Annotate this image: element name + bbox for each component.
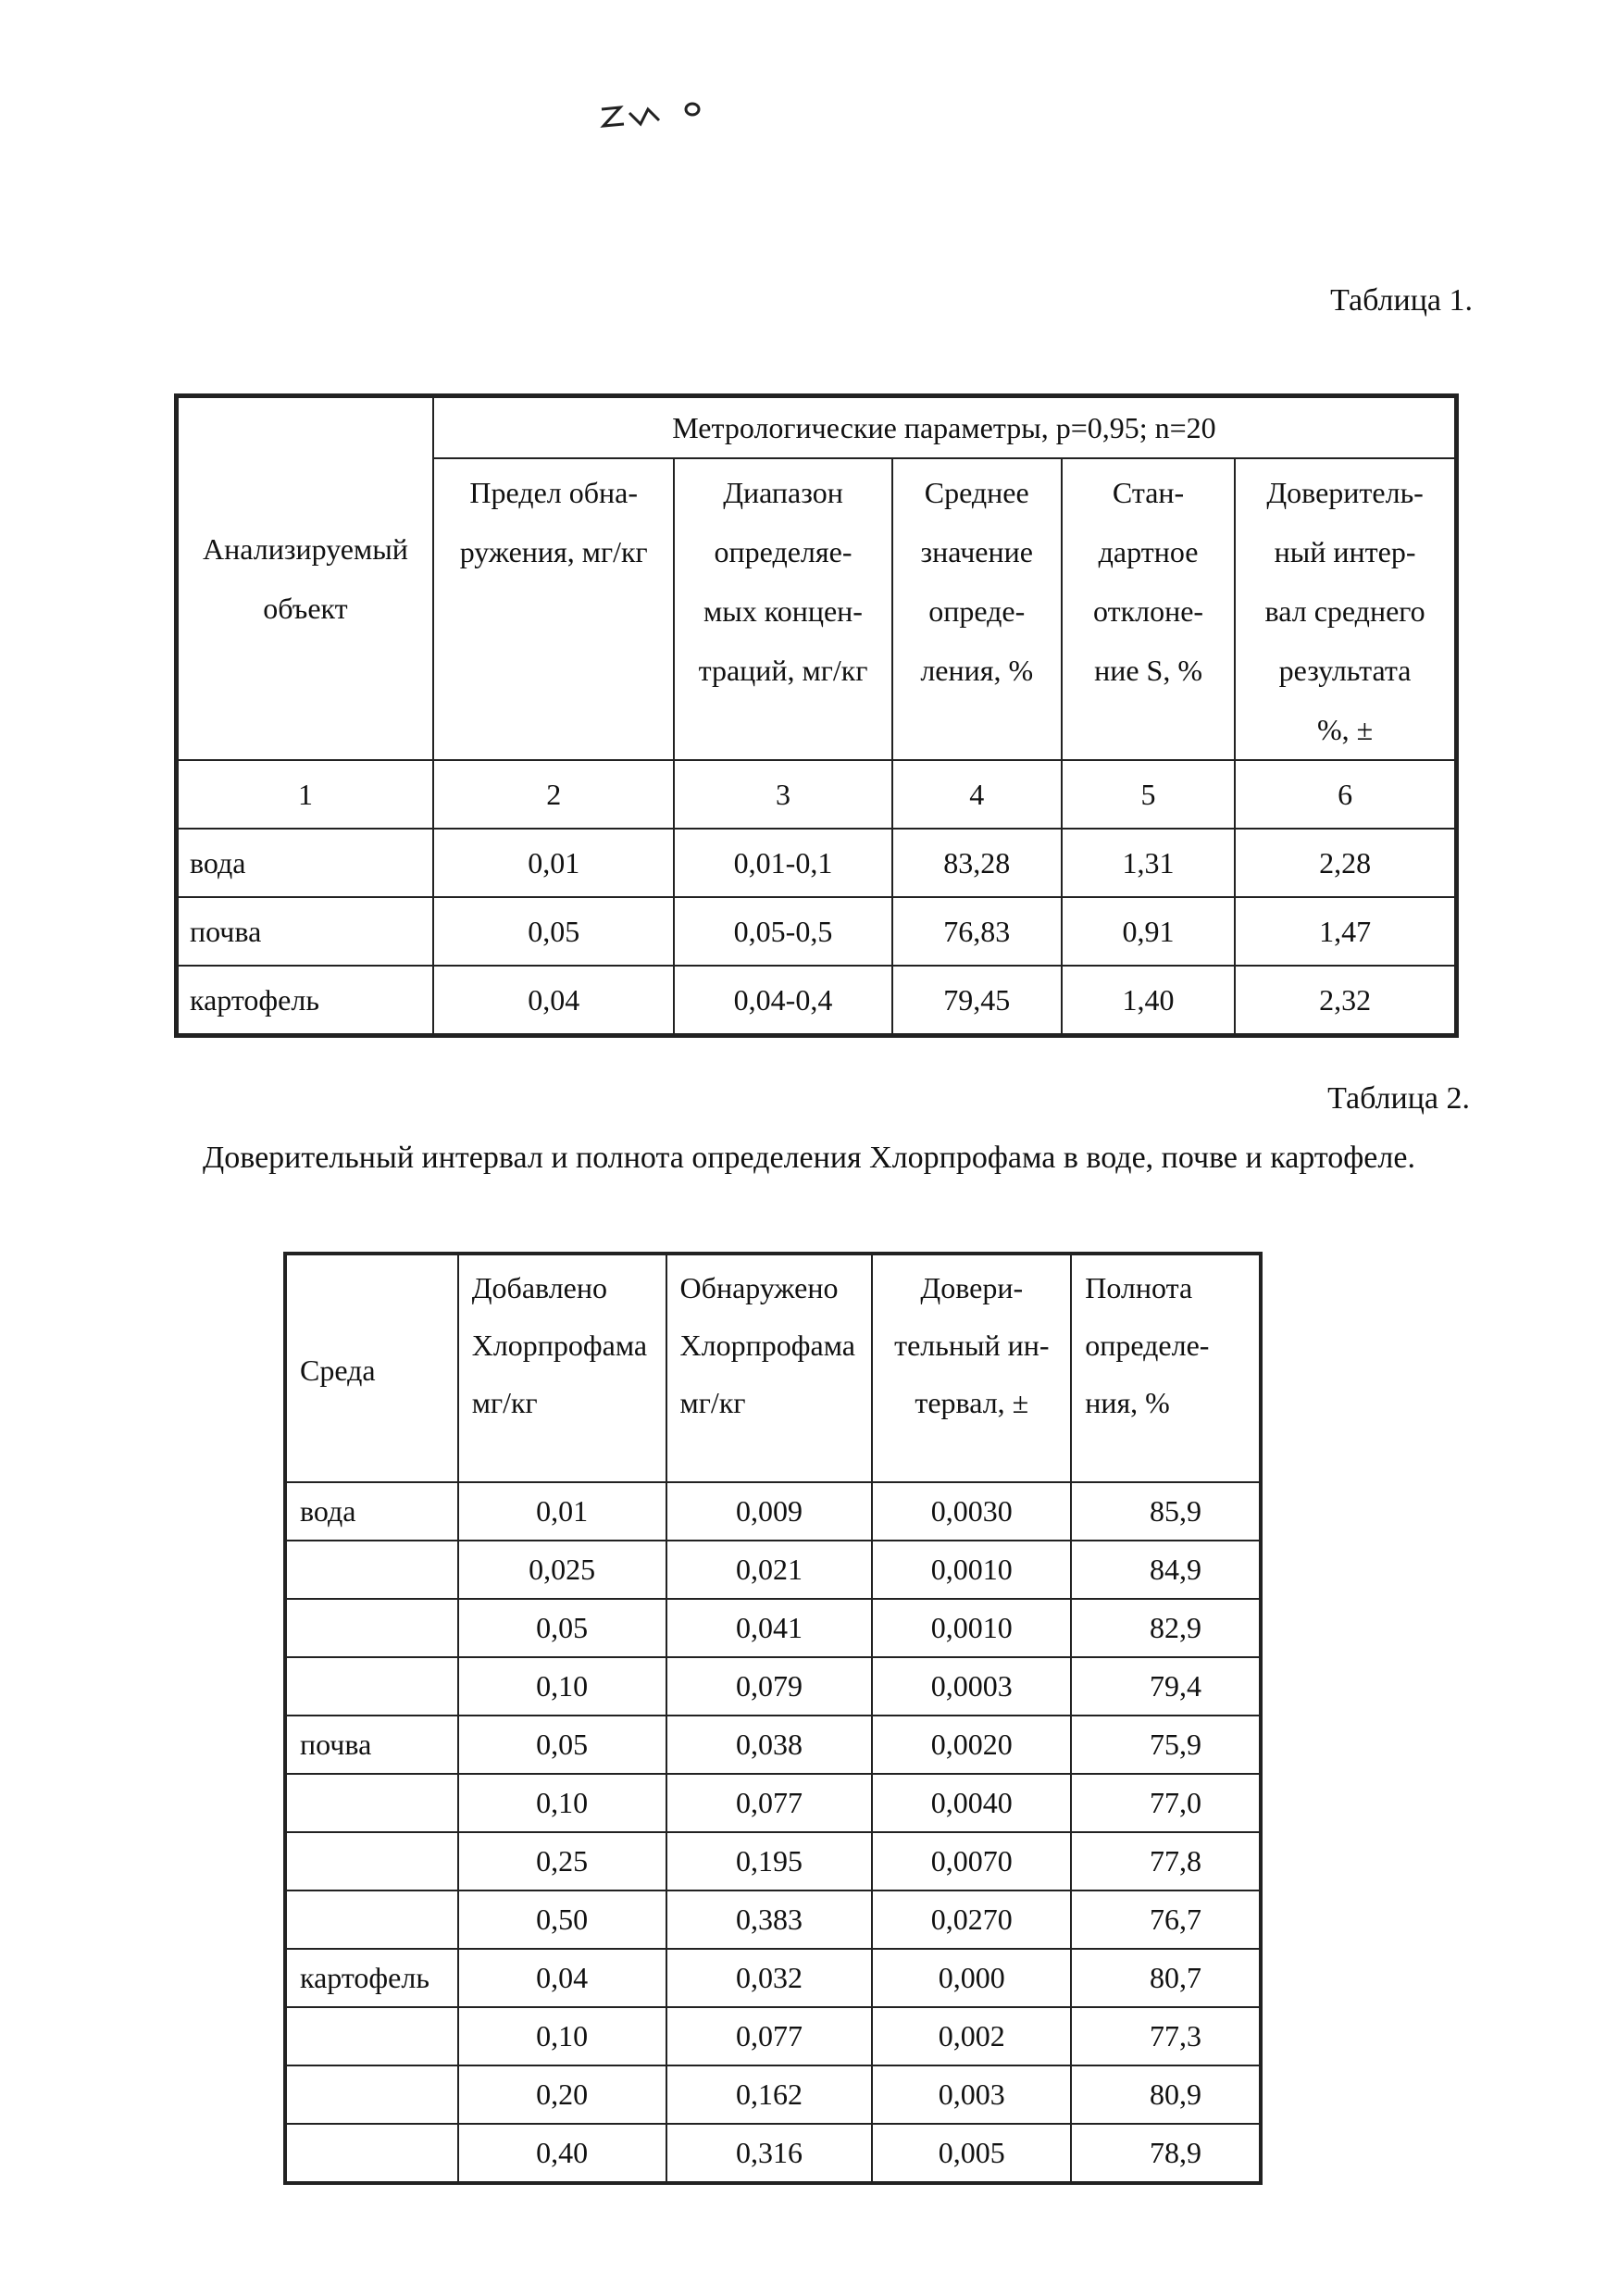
table-cell: 0,316 [666,2124,873,2183]
table-cell: 0,20 [458,2065,666,2124]
table-cell: 0,0040 [872,1774,1071,1832]
table-chlorpropham-recovery [283,1252,1263,2185]
table-row [285,1774,1261,1832]
header-mean: Среднее значение опреде- ления, % [892,458,1062,760]
table-row [285,2007,1261,2065]
table-cell: 0,91 [1062,897,1235,966]
header-completeness: Полнота определе- ния, % [1071,1254,1261,1482]
column-number: 1 [177,760,433,829]
table-cell: 84,9 [1071,1541,1261,1599]
table-row [285,1716,1261,1774]
table-cell: 0,01 [458,1482,666,1541]
table-cell: 0,162 [666,2065,873,2124]
table-cell: 0,383 [666,1890,873,1949]
table-cell: 79,45 [892,966,1062,1036]
table-cell: 80,9 [1071,2065,1261,2124]
table-row [285,1482,1261,1541]
table-cell: 0,032 [666,1949,873,2007]
header-std-dev: Стан- дартное отклоне- ние S, % [1062,458,1235,760]
header-found: Обнаружено Хлорпрофама мг/кг [666,1254,873,1482]
table-row [285,1890,1261,1949]
table-cell: 76,83 [892,897,1062,966]
table-cell: 1,47 [1235,897,1456,966]
table-cell: 0,04 [458,1949,666,2007]
table-cell: 0,0010 [872,1541,1071,1599]
table-cell: 0,077 [666,2007,873,2065]
header-confidence-interval: Довери- тельный ин- тервал, ± [872,1254,1071,1482]
column-number: 6 [1235,760,1456,829]
header-metrological: Метрологические параметры, р=0,95; n=20 [433,396,1457,459]
table-cell: 0,40 [458,2124,666,2183]
table-row [177,897,1457,966]
table-row [285,2124,1261,2183]
table-cell: 0,10 [458,1774,666,1832]
medium-name [285,2124,458,2183]
object-name: картофель [177,966,433,1036]
table-row [285,1599,1261,1657]
medium-name [285,1599,458,1657]
table-row [285,1949,1261,2007]
medium-name [285,1657,458,1716]
table-row [285,2065,1261,2124]
table-row [285,1832,1261,1890]
table-row [177,966,1457,1036]
table-cell: 0,10 [458,1657,666,1716]
handwritten-mark [592,93,713,139]
table-cell: 83,28 [892,829,1062,897]
table-cell: 0,05-0,5 [674,897,891,966]
object-name: вода [177,829,433,897]
table-cell: 0,0020 [872,1716,1071,1774]
table-cell: 78,9 [1071,2124,1261,2183]
medium-name [285,1890,458,1949]
table-cell: 2,32 [1235,966,1456,1036]
table-cell: 0,002 [872,2007,1071,2065]
table-cell: 0,10 [458,2007,666,2065]
table-cell: 0,04-0,4 [674,966,891,1036]
medium-name [285,2007,458,2065]
table-cell: 75,9 [1071,1716,1261,1774]
column-number: 3 [674,760,891,829]
header-confidence: Доверитель- ный интер- вал среднего результата %, ± [1235,458,1456,760]
header-object: Анализируемый объект [177,396,433,761]
table-cell: 0,0030 [872,1482,1071,1541]
table-cell: 0,195 [666,1832,873,1890]
table-cell: 0,0003 [872,1657,1071,1716]
table-cell: 0,041 [666,1599,873,1657]
table-cell: 0,01-0,1 [674,829,891,897]
column-number: 4 [892,760,1062,829]
table-cell: 0,01 [433,829,675,897]
medium-name: почва [285,1716,458,1774]
table-cell: 76,7 [1071,1890,1261,1949]
column-number: 5 [1062,760,1235,829]
table-cell: 0,009 [666,1482,873,1541]
header-detection-limit: Предел обна- ружения, мг/кг [433,458,675,760]
table-cell: 0,025 [458,1541,666,1599]
table-cell: 0,05 [433,897,675,966]
table-cell: 0,000 [872,1949,1071,2007]
table2-caption: Таблица 2. [1327,1081,1470,1116]
table-cell: 77,0 [1071,1774,1261,1832]
object-name: почва [177,897,433,966]
table-cell: 82,9 [1071,1599,1261,1657]
column-number: 2 [433,760,675,829]
table-cell: 0,04 [433,966,675,1036]
medium-name: картофель [285,1949,458,2007]
table-row [285,1541,1261,1599]
medium-name [285,2065,458,2124]
table2-title: Доверительный интервал и полнота определения Хлорпрофама в воде, почве и картофеле. [203,1141,1415,1175]
header-added: Добавлено Хлорпрофама мг/кг [458,1254,666,1482]
header-range: Диапазон определяе- мых концен- траций, мг/кг [674,458,891,760]
header-medium: Среда [285,1254,458,1482]
table-cell: 0,25 [458,1832,666,1890]
medium-name: вода [285,1482,458,1541]
table-cell: 0,005 [872,2124,1071,2183]
table-metrological-parameters [174,393,1459,1038]
table-cell: 0,079 [666,1657,873,1716]
table-cell: 0,0010 [872,1599,1071,1657]
table-cell: 1,40 [1062,966,1235,1036]
table-row [285,1657,1261,1716]
table-cell: 0,003 [872,2065,1071,2124]
table-cell: 80,7 [1071,1949,1261,2007]
table-cell: 77,8 [1071,1832,1261,1890]
table-cell: 0,038 [666,1716,873,1774]
table-cell: 85,9 [1071,1482,1261,1541]
table-cell: 79,4 [1071,1657,1261,1716]
table-cell: 2,28 [1235,829,1456,897]
table-cell: 0,0070 [872,1832,1071,1890]
table1-caption: Таблица 1. [1330,283,1473,318]
medium-name [285,1832,458,1890]
table-cell: 77,3 [1071,2007,1261,2065]
table-row [177,829,1457,897]
medium-name [285,1774,458,1832]
table-cell: 0,077 [666,1774,873,1832]
table-cell: 0,021 [666,1541,873,1599]
table-cell: 0,0270 [872,1890,1071,1949]
table-cell: 1,31 [1062,829,1235,897]
table-cell: 0,05 [458,1716,666,1774]
table-cell: 0,05 [458,1599,666,1657]
table-cell: 0,50 [458,1890,666,1949]
medium-name [285,1541,458,1599]
